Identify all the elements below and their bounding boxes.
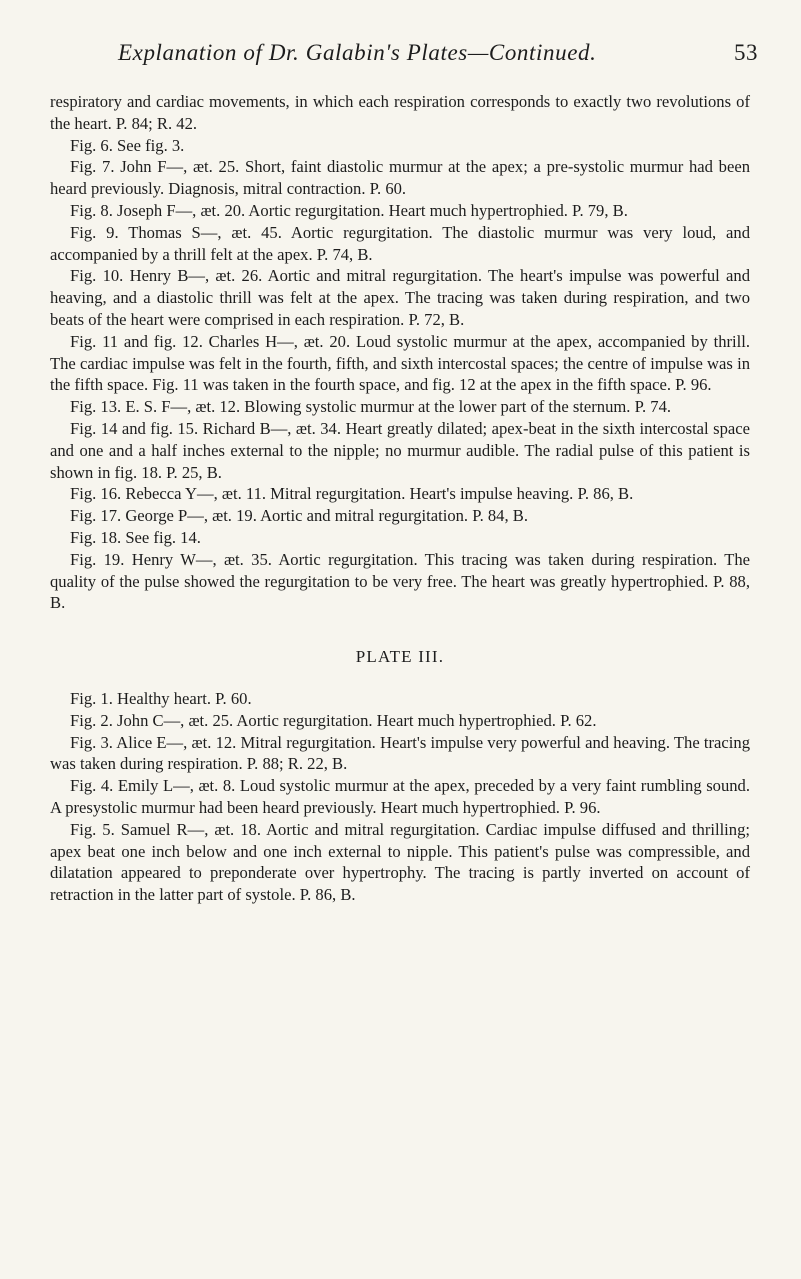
plate-figure-entry: Fig. 3. Alice E—, æt. 12. Mitral regurgitation. Heart's impulse very powerful and heaving. The tracing was taken during respiration. P. 88; R. 22, B.: [50, 732, 750, 774]
figure-entry: Fig. 18. See fig. 14.: [70, 527, 201, 547]
figure-entry: Fig. 10. Henry B—, æt. 26. Aortic and mitral regurgitation. The heart's impulse was powerful and heaving, and a diastolic thrill was felt at the apex. The tracing was taken during respiration, and two beats of the heart were comprised in each respiration. P. 72, B.: [50, 266, 750, 329]
plate-figure-entry: Fig. 2. John C—, æt. 25. Aortic regurgitation. Heart much hypertrophied. P. 62.: [70, 710, 597, 730]
figure-entry: Fig. 6. See fig. 3.: [70, 135, 185, 155]
figure-entry: Fig. 19. Henry W—, æt. 35. Aortic regurgitation. This tracing was taken during respiration. The quality of the pulse showed the regurgitation to be very free. The heart was greatly hypertrophied. P. 88, B.: [50, 549, 750, 613]
figure-entry: Fig. 9. Thomas S—, æt. 45. Aortic regurgitation. The diastolic murmur was very loud, and accompanied by a thrill felt at the apex. P. 74, B.: [50, 222, 750, 264]
plate-heading: PLATE III.: [355, 647, 445, 667]
body-text: [50, 91, 750, 906]
plate-figure-entry: Fig. 1. Healthy heart. P. 60.: [70, 688, 252, 708]
running-title: Explanation of Dr. Galabin's Plates—Continued.: [118, 40, 597, 65]
figure-entry: Fig. 14 and fig. 15. Richard B—, æt. 34. Heart greatly dilated; apex-beat in the sixth intercostal space and one and a half inches external to the nipple; no murmur audible. The radial pulse of this patient is shown in fig. 18. P. 25, B.: [50, 418, 750, 482]
figure-entry: Fig. 13. E. S. F—, æt. 12. Blowing systolic murmur at the lower part of the sternum. P. 74.: [70, 397, 672, 417]
figure-entry: Fig. 8. Joseph F—, æt. 20. Aortic regurgitation. Heart much hypertrophied. P. 79, B.: [70, 200, 628, 220]
running-head: [118, 40, 758, 74]
page-number: 53: [734, 40, 758, 65]
paragraph-continuation: respiratory and cardiac movements, in which each respiration corresponds to exactly two revolutions of the heart. P. 84; R. 42.: [50, 92, 750, 133]
plate-figure-entry: Fig. 4. Emily L—, æt. 8. Loud systolic murmur at the apex, preceded by a very faint rumbling sound. A presystolic murmur had been heard previously. Heart much hypertrophied. P. 96.: [50, 776, 750, 817]
figure-entry: Fig. 11 and fig. 12. Charles H—, æt. 20. Loud systolic murmur at the apex, accompanied by thrill. The cardiac impulse was felt in the fourth, fifth, and sixth intercostal spaces; the centre of impulse was in the fifth space. Fig. 11 was taken in the fourth space, and fig. 12 at the apex in the fifth space. P. 96.: [50, 331, 750, 395]
figure-entry: Fig. 17. George P—, æt. 19. Aortic and mitral regurgitation. P. 84, B.: [70, 506, 528, 526]
plate-figure-entry: Fig. 5. Samuel R—, æt. 18. Aortic and mitral regurgitation. Cardiac impulse diffused and thrilling; apex beat one inch below and one inch external to nipple. This patient's pulse was compressible, and dilatation appeared to preponderate over hypertrophy. The tracing is partly inverted on account of retraction in the latter part of systole. P. 86, B.: [50, 819, 750, 905]
figure-entry: Fig. 16. Rebecca Y—, æt. 11. Mitral regurgitation. Heart's impulse heaving. P. 86, B.: [70, 484, 634, 504]
figure-entry: Fig. 7. John F—, æt. 25. Short, faint diastolic murmur at the apex; a pre-systolic murmur had been heard previously. Diagnosis, mitral contraction. P. 60.: [50, 157, 750, 199]
